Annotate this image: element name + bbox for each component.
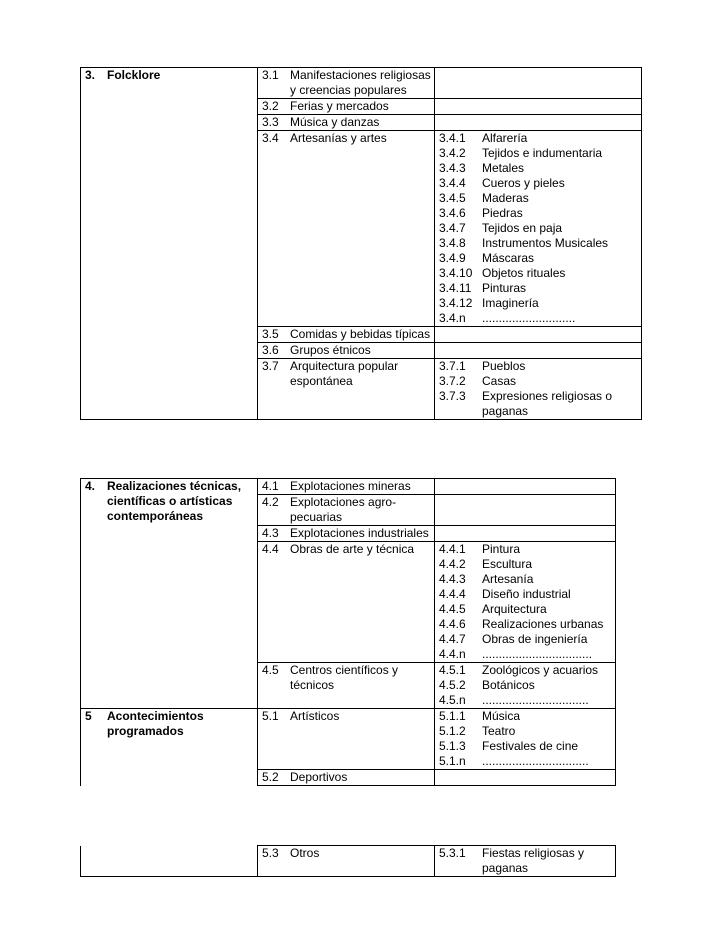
subcategory-item xyxy=(439,236,641,251)
category-item-text: Manifestaciones religiosas y creencias populares xyxy=(290,68,431,97)
subcategory-item-number: 3.4.12 xyxy=(439,296,473,310)
category-cell xyxy=(258,359,435,420)
subcategory-item-number: 5.1.n xyxy=(439,754,466,768)
category-item-number: 3.2 xyxy=(262,99,279,113)
table-section-5-continued xyxy=(80,845,616,877)
category-cell xyxy=(258,709,435,770)
subcategory-item-text: ............................ xyxy=(482,311,576,325)
subcategory-cell xyxy=(435,131,642,327)
subcategory-item-text: Maderas xyxy=(482,191,529,205)
subcategory-item-text: Diseño industrial xyxy=(482,587,571,601)
subcategory-item-number: 4.4.6 xyxy=(439,617,466,631)
category-item-number: 3.4 xyxy=(262,131,279,145)
subcategory-item-number: 4.5.n xyxy=(439,693,466,707)
subcategory-item-number: 3.4.6 xyxy=(439,206,466,220)
subcategory-cell xyxy=(435,479,616,495)
subcategory-item-number: 3.4.8 xyxy=(439,236,466,250)
category-item xyxy=(262,359,434,389)
category-item-text: Deportivos xyxy=(290,770,348,784)
subcategory-item-number: 3.4.2 xyxy=(439,146,466,160)
category-cell xyxy=(258,68,435,99)
subcategory-item xyxy=(439,632,615,647)
category-item-number: 4.1 xyxy=(262,479,279,493)
subcategory-cell xyxy=(435,846,616,877)
table-section-3 xyxy=(80,67,642,420)
subcategory-item-text: Tejidos en paja xyxy=(482,221,563,235)
category-cell xyxy=(258,663,435,709)
subcategory-item-number: 3.4.9 xyxy=(439,251,466,265)
category-item xyxy=(262,846,434,861)
subcategory-item xyxy=(439,709,615,724)
table-body-5-cont xyxy=(81,846,616,877)
category-item-text: Artísticos xyxy=(290,709,340,723)
section-heading xyxy=(85,68,257,83)
subcategory-item-text: Metales xyxy=(482,161,525,175)
category-cell xyxy=(258,327,435,343)
category-cell xyxy=(258,343,435,359)
category-cell xyxy=(258,495,435,526)
subcategory-item-text: Tejidos e indumentaria xyxy=(482,146,603,160)
subcategory-item xyxy=(439,266,641,281)
section-heading-text: Folcklore xyxy=(107,68,161,82)
subcategory-item-text: ................................. xyxy=(482,647,593,661)
subcategory-item xyxy=(439,693,615,708)
category-item xyxy=(262,115,434,130)
subcategory-cell xyxy=(435,770,616,786)
subcategory-item xyxy=(439,176,641,191)
subcategory-item-text: ................................ xyxy=(482,754,589,768)
section-heading-cell xyxy=(81,68,258,420)
category-cell xyxy=(258,770,435,786)
subcategory-item xyxy=(439,146,641,161)
subcategory-item xyxy=(439,251,641,266)
category-item-number: 5.3 xyxy=(262,846,279,860)
subcategory-item-number: 3.4.4 xyxy=(439,176,466,190)
category-item-number: 4.5 xyxy=(262,663,279,677)
subcategory-item xyxy=(439,846,615,876)
category-item xyxy=(262,709,434,724)
category-item-number: 3.7 xyxy=(262,359,279,373)
category-item-text: Centros científicos y técnicos xyxy=(290,663,399,692)
subcategory-item-number: 3.4.n xyxy=(439,311,466,325)
section-heading-cell xyxy=(81,846,258,877)
subcategory-cell xyxy=(435,526,616,542)
subcategory-item-number: 3.7.2 xyxy=(439,374,466,388)
category-item-text: Ferias y mercados xyxy=(290,99,389,113)
subcategory-item-number: 3.4.7 xyxy=(439,221,466,235)
subcategory-item-number: 4.4.3 xyxy=(439,572,466,586)
subcategory-item xyxy=(439,296,641,311)
category-item xyxy=(262,99,434,114)
subcategory-item xyxy=(439,617,615,632)
subcategory-item-text: Pintura xyxy=(482,542,521,556)
category-item-number: 3.5 xyxy=(262,327,279,341)
subcategory-cell xyxy=(435,68,642,99)
subcategory-item xyxy=(439,572,615,587)
subcategory-item xyxy=(439,191,641,206)
subcategory-item-number: 5.1.2 xyxy=(439,724,466,738)
category-item-number: 4.2 xyxy=(262,495,279,509)
section-heading-number: 3. xyxy=(85,68,96,82)
subcategory-item xyxy=(439,663,615,678)
subcategory-cell xyxy=(435,709,616,770)
subcategory-item-text: Casas xyxy=(482,374,517,388)
subcategory-item xyxy=(439,131,641,146)
subcategory-item xyxy=(439,221,641,236)
subcategory-item-number: 4.4.5 xyxy=(439,602,466,616)
subcategory-item-text: ................................ xyxy=(482,693,589,707)
subcategory-item-text: Pueblos xyxy=(482,359,526,373)
subcategory-item-text: Máscaras xyxy=(482,251,535,265)
category-item xyxy=(262,770,434,785)
subcategory-item-number: 4.4.4 xyxy=(439,587,466,601)
category-item xyxy=(262,663,434,693)
subcategory-item-number: 5.1.3 xyxy=(439,739,466,753)
category-cell xyxy=(258,115,435,131)
subcategory-item-text: Zoológicos y acuarios xyxy=(482,663,599,677)
subcategory-item xyxy=(439,678,615,693)
subcategory-item-number: 5.3.1 xyxy=(439,846,466,860)
subcategory-item-text: Arquitectura xyxy=(482,602,547,616)
table-body-4-5 xyxy=(81,479,616,786)
category-item-text: Música y danzas xyxy=(290,115,380,129)
category-item xyxy=(262,479,434,494)
subcategory-item-number: 4.4.2 xyxy=(439,557,466,571)
subcategory-item xyxy=(439,542,615,557)
subcategory-item xyxy=(439,374,641,389)
subcategory-cell xyxy=(435,495,616,526)
subcategory-item-number: 3.4.10 xyxy=(439,266,473,280)
category-item xyxy=(262,68,434,98)
table-row xyxy=(81,68,642,99)
subcategory-cell xyxy=(435,663,616,709)
subcategory-item xyxy=(439,754,615,769)
category-item-text: Explotaciones mineras xyxy=(290,479,411,493)
subcategory-item-text: Festivales de cine xyxy=(482,739,579,753)
subcategory-item xyxy=(439,161,641,176)
subcategory-item-text: Instrumentos Musicales xyxy=(482,236,609,250)
category-item-number: 4.3 xyxy=(262,526,279,540)
subcategory-item-text: Botánicos xyxy=(482,678,535,692)
subcategory-item xyxy=(439,557,615,572)
category-item xyxy=(262,343,434,358)
subcategory-item xyxy=(439,311,641,326)
category-item-text: Otros xyxy=(290,846,320,860)
subcategory-item xyxy=(439,739,615,754)
subcategory-item xyxy=(439,647,615,662)
section-heading xyxy=(85,479,257,524)
category-item-number: 4.4 xyxy=(262,542,279,556)
table-body-3 xyxy=(81,68,642,420)
category-item-number: 3.1 xyxy=(262,68,279,82)
section-heading-cell xyxy=(81,709,258,786)
subcategory-item-text: Imaginería xyxy=(482,296,539,310)
table-row xyxy=(81,709,616,770)
section-heading-number: 5 xyxy=(85,709,92,723)
section-heading xyxy=(85,709,257,739)
section-heading-text: Acontecimientos programados xyxy=(107,709,204,738)
category-item-number: 3.6 xyxy=(262,343,279,357)
subcategory-item xyxy=(439,359,641,374)
category-item-text: Arquitectura popular espontánea xyxy=(290,359,399,388)
subcategory-item-number: 4.5.1 xyxy=(439,663,466,677)
subcategory-item-number: 3.4.3 xyxy=(439,161,466,175)
category-item-text: Obras de arte y técnica xyxy=(290,542,415,556)
subcategory-cell xyxy=(435,359,642,420)
subcategory-item xyxy=(439,587,615,602)
subcategory-item-number: 5.1.1 xyxy=(439,709,466,723)
table-row xyxy=(81,846,616,877)
subcategory-item-text: Fiestas religiosas y paganas xyxy=(482,846,585,875)
subcategory-item-text: Escultura xyxy=(482,557,533,571)
subcategory-item-number: 3.4.11 xyxy=(439,281,472,295)
category-cell xyxy=(258,846,435,877)
subcategory-item-text: Objetos rituales xyxy=(482,266,566,280)
subcategory-item-number: 4.4.7 xyxy=(439,632,466,646)
category-cell xyxy=(258,131,435,327)
table-section-4-5 xyxy=(80,478,616,786)
subcategory-cell xyxy=(435,542,616,663)
subcategory-item xyxy=(439,602,615,617)
subcategory-item-text: Teatro xyxy=(482,724,516,738)
subcategory-cell xyxy=(435,327,642,343)
subcategory-item-number: 4.4.n xyxy=(439,647,466,661)
category-item xyxy=(262,526,434,541)
category-cell xyxy=(258,526,435,542)
subcategory-item xyxy=(439,206,641,221)
category-item xyxy=(262,542,434,557)
category-item-text: Comidas y bebidas típicas xyxy=(290,327,431,341)
subcategory-item-number: 3.4.5 xyxy=(439,191,466,205)
subcategory-item-text: Cueros y pieles xyxy=(482,176,565,190)
subcategory-item xyxy=(439,281,641,296)
section-heading-number: 4. xyxy=(85,479,96,493)
subcategory-item-number: 3.7.1 xyxy=(439,359,466,373)
subcategory-item-number: 4.4.1 xyxy=(439,542,466,556)
category-item-text: Artesanías y artes xyxy=(290,131,387,145)
subcategory-item-number: 4.5.2 xyxy=(439,678,466,692)
subcategory-item-text: Realizaciones urbanas xyxy=(482,617,604,631)
subcategory-item-text: Expresiones religiosas o paganas xyxy=(482,389,613,418)
subcategory-item-text: Artesanía xyxy=(482,572,534,586)
subcategory-item xyxy=(439,724,615,739)
subcategory-item-text: Pinturas xyxy=(482,281,527,295)
subcategory-item-number: 3.4.1 xyxy=(439,131,466,145)
category-cell xyxy=(258,542,435,663)
subcategory-cell xyxy=(435,99,642,115)
subcategory-item-number: 3.7.3 xyxy=(439,389,466,403)
category-item-text: Explotaciones agro-pecuarias xyxy=(290,495,397,524)
category-cell xyxy=(258,99,435,115)
subcategory-item-text: Alfarería xyxy=(482,131,528,145)
subcategory-item-text: Música xyxy=(482,709,521,723)
subcategory-cell xyxy=(435,343,642,359)
subcategory-cell xyxy=(435,115,642,131)
category-item-text: Explotaciones industriales xyxy=(290,526,429,540)
category-item-number: 3.3 xyxy=(262,115,279,129)
category-cell xyxy=(258,479,435,495)
category-item-number: 5.2 xyxy=(262,770,279,784)
subcategory-item-text: Obras de ingeniería xyxy=(482,632,588,646)
section-heading-text: Realizaciones técnicas, científicas o artísticas contemporáneas xyxy=(107,479,242,523)
subcategory-item xyxy=(439,389,641,419)
section-heading-cell xyxy=(81,479,258,709)
subcategory-item-text: Piedras xyxy=(482,206,523,220)
category-item-text: Grupos étnicos xyxy=(290,343,371,357)
category-item xyxy=(262,495,434,525)
category-item xyxy=(262,131,434,146)
category-item xyxy=(262,327,434,342)
table-row xyxy=(81,479,616,495)
category-item-number: 5.1 xyxy=(262,709,279,723)
